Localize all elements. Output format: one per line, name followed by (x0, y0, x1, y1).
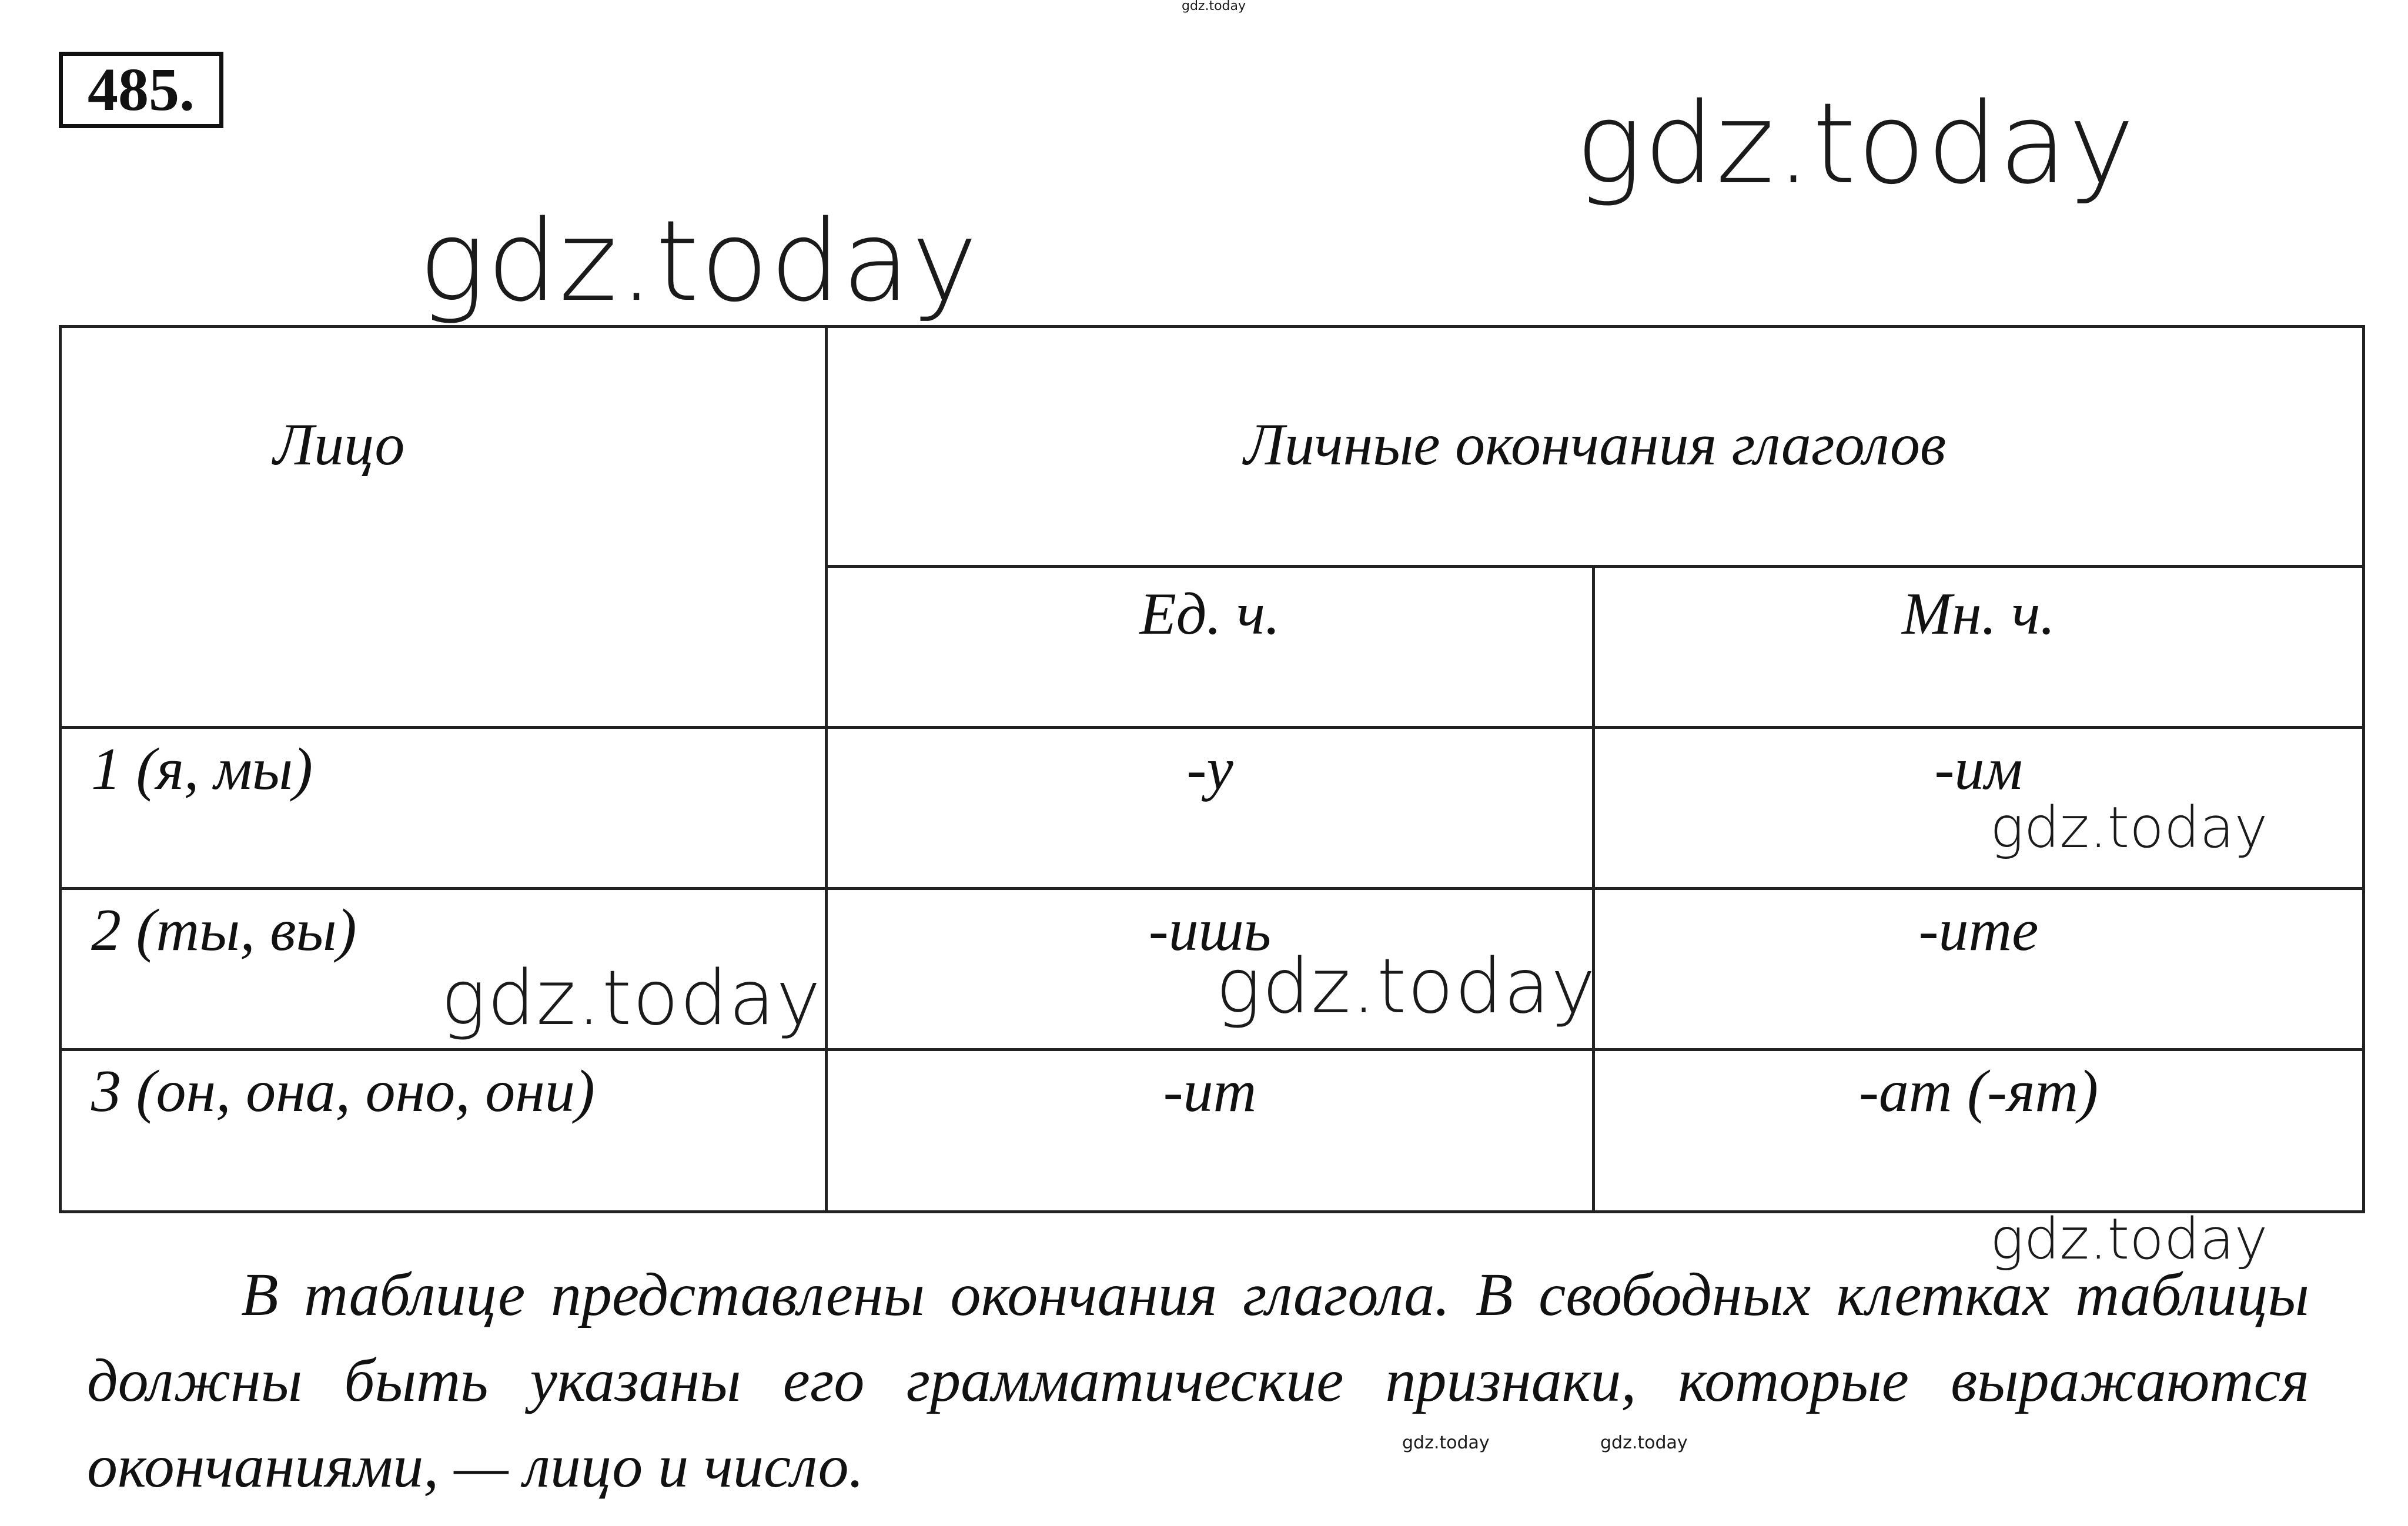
row-person: 3 (он, она, оно, они) (61, 1050, 827, 1212)
row-singular-ending: -ит (827, 1050, 1594, 1212)
table-header-row (61, 327, 2364, 567)
row-plural-ending: -им (1594, 728, 2364, 889)
watermark-text-small-2: gdz.today (1600, 1433, 1688, 1453)
table-row (61, 889, 2364, 1050)
watermark-row2-person: gdz.today (441, 955, 822, 1042)
row-person: 1 (я, мы) (61, 728, 827, 889)
row-plural-ending: -ат (-ят) (1594, 1050, 2364, 1212)
watermark-below-table: gdz.today (1990, 1206, 2268, 1272)
task-number: 485. (59, 52, 223, 128)
row-singular-ending: -ишь (827, 889, 1594, 1050)
watermark-top-small: gdz.today (1182, 0, 1246, 14)
row-person: 2 (ты, вы) (61, 889, 827, 1050)
task-paragraph: В таблице представлены окончания глагола. В свободных клетках таблицы должны быть указаны его грамматические признаки, которые выражаются окончаниями, — лицо и число. (87, 1261, 2309, 1500)
row-plural-ending: -ите (1594, 889, 2364, 1050)
watermark-row2-singular: gdz.today (1216, 943, 1597, 1030)
header-endings: Личные окончания глаголов (827, 327, 2364, 567)
table-row (61, 1050, 2364, 1212)
row-singular-ending: -у (827, 728, 1594, 889)
watermark-top-right: gdz.today (1576, 79, 2136, 209)
header-plural: Мн. ч. (1594, 567, 2364, 728)
watermark-left: gdz.today (419, 196, 979, 326)
watermark-text-small-1: gdz.today (1402, 1433, 1490, 1453)
header-singular: Ед. ч. (827, 567, 1594, 728)
watermark-row1-plural: gdz.today (1990, 795, 2268, 861)
header-person: Лицо (61, 327, 827, 728)
verb-endings-table (59, 325, 2365, 1213)
